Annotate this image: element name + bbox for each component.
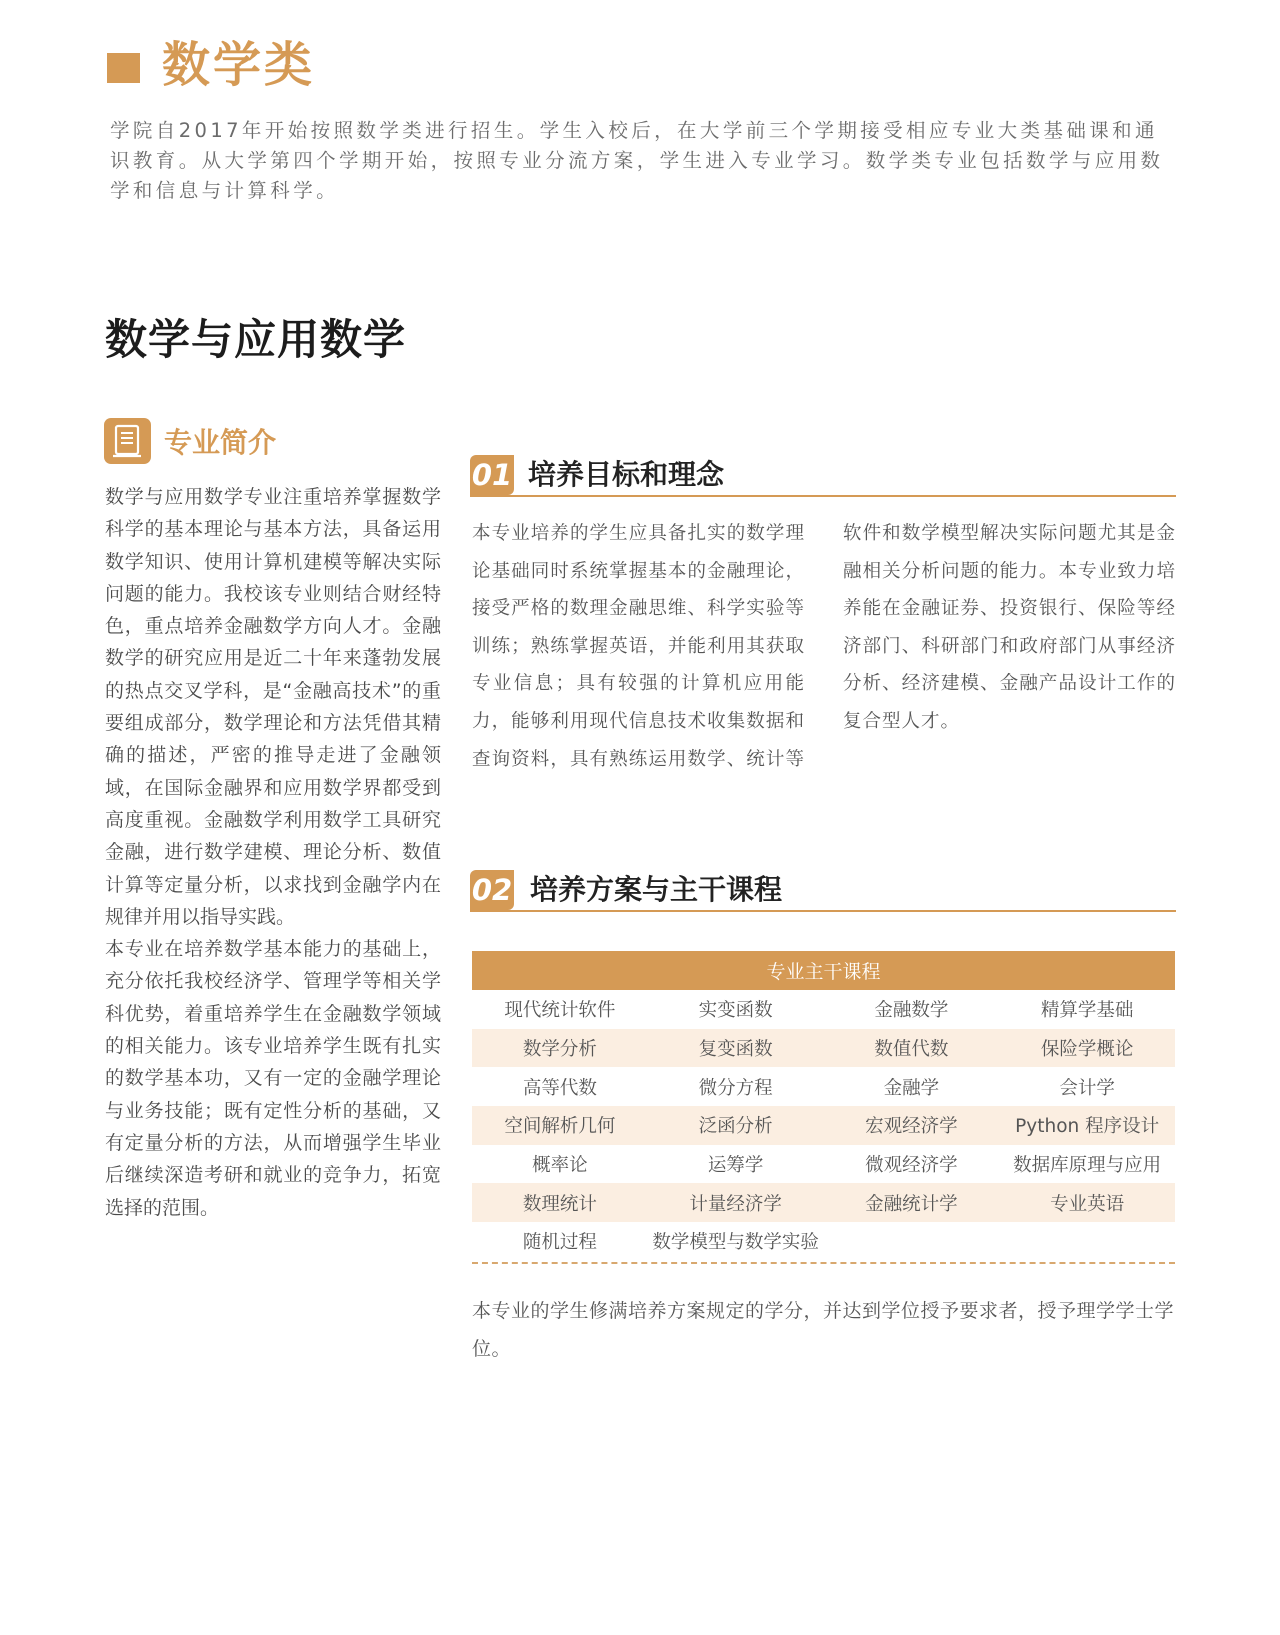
course-table [472,951,1175,1261]
intro-paragraph-2: 本专业在培养数学基本能力的基础上，充分依托我校经济学、管理学等相关学科优势，着重培养学生在金融数学领域的相关能力。该专业培养学生既有扎实的数学基本功，又有一定的金融学理论与业务技能；既有定性分析的基础，又有定量分析的方法，从而增强学生毕业后继续深造考研和就业的竞争力，拓宽选择的范围。 [105,938,441,1219]
table-row [472,1106,1175,1145]
table-row [472,1067,1175,1106]
course-cell [824,1222,1000,1261]
course-cell: Python 程序设计 [999,1106,1175,1145]
section-1-text: 本专业培养的学生应具备扎实的数学理论基础同时系统掌握基本的金融理论，接受严格的数理金融思维、科学实验等训练；熟练掌握英语，并能利用其获取专业信息；具有较强的计算机应用能力，能够利用现代信息技术收集数据和查询资料，具有熟练运用数学、统计等软件和数学模型解决实际问题尤其是金融相关分析问题的能力。本专业致力培养能在金融证券、投资银行、保险等经济部门、科研部门和政府部门从事经济分析、经济建模、金融产品设计工作的复合型人才。 [472,523,1176,770]
course-cell: 计量经济学 [648,1183,824,1222]
course-cell: 金融统计学 [824,1183,1000,1222]
course-cell: 数理统计 [472,1183,648,1222]
course-cell: 数值代数 [824,1029,1000,1068]
section-1-rule [470,495,1176,497]
table-row [472,1222,1175,1261]
intro-text [105,481,441,1224]
course-cell: 金融学 [883,1077,940,1099]
course-cell: 空间解析几何 [472,1106,648,1145]
document-icon [104,418,151,464]
section-2-number: 02 [470,870,514,910]
section-1-number: 01 [470,455,514,495]
course-cell: 泛函分析 [648,1106,824,1145]
course-cell: 实变函数 [698,1000,773,1022]
course-cell: 数学分析 [472,1029,648,1068]
course-cell: 运筹学 [707,1155,764,1177]
table-row [472,1029,1175,1068]
course-cell: 微分方程 [698,1077,773,1099]
course-cell: 专业英语 [999,1183,1175,1222]
course-cell: 数学模型与数学实验 [652,1232,819,1254]
course-cell: 金融数学 [874,1000,949,1022]
table-row [472,990,1175,1029]
course-cell: 数据库原理与应用 [1013,1155,1162,1177]
course-cell: 保险学概论 [999,1029,1175,1068]
section-2-title: 培养方案与主干课程 [530,873,783,906]
course-cell: 复变函数 [648,1029,824,1068]
degree-note: 本专业的学生修满培养方案规定的学分，并达到学位授予要求者，授予理学学士学位。 [472,1300,1175,1360]
course-cell: 高等代数 [522,1077,597,1099]
course-cell: 概率论 [532,1155,588,1177]
course-cell: 现代统计软件 [504,1000,616,1022]
course-cell [999,1222,1175,1261]
section-2-rule [470,910,1176,912]
course-table-header: 专业主干课程 [472,951,1175,990]
course-cell: 宏观经济学 [824,1106,1000,1145]
course-cell: 随机过程 [522,1232,597,1254]
course-cell: 精算学基础 [1040,1000,1134,1022]
category-marker [107,53,140,83]
course-cell: 微观经济学 [865,1155,958,1177]
intro-heading: 专业简介 [164,426,277,459]
section-1-title: 培养目标和理念 [528,458,725,491]
category-title: 数学类 [162,37,316,93]
major-title: 数学与应用数学 [105,315,407,364]
table-row [472,1145,1175,1184]
table-row [472,1183,1175,1222]
dashed-divider [472,1262,1175,1264]
course-cell: 会计学 [1059,1077,1115,1099]
intro-paragraph-1: 数学与应用数学专业注重培养掌握数学科学的基本理论与基本方法，具备运用数学知识、使用计算机建模等解决实际问题的能力。我校该专业则结合财经特色，重点培养金融数学方向人才。金融数学的研究应用是近二十年来蓬勃发展的热点交叉学科，是“金融高技术”的重要组成部分，数学理论和方法凭借其精确的描述，严密的推导走进了金融领域，在国际金融界和应用数学界都受到高度重视。金融数学利用数学工具研究金融，进行数学建模、理论分析、数值计算等定量分析，以求找到金融学内在规律并用以指导实践。 [105,486,441,928]
category-intro: 学院自2017年开始按照数学类进行招生。学生入校后，在大学前三个学期接受相应专业大类基础课和通识教育。从大学第四个学期开始，按照专业分流方案，学生进入专业学习。数学类专业包括数学与应用数学和信息与计算科学。 [110,119,1164,202]
